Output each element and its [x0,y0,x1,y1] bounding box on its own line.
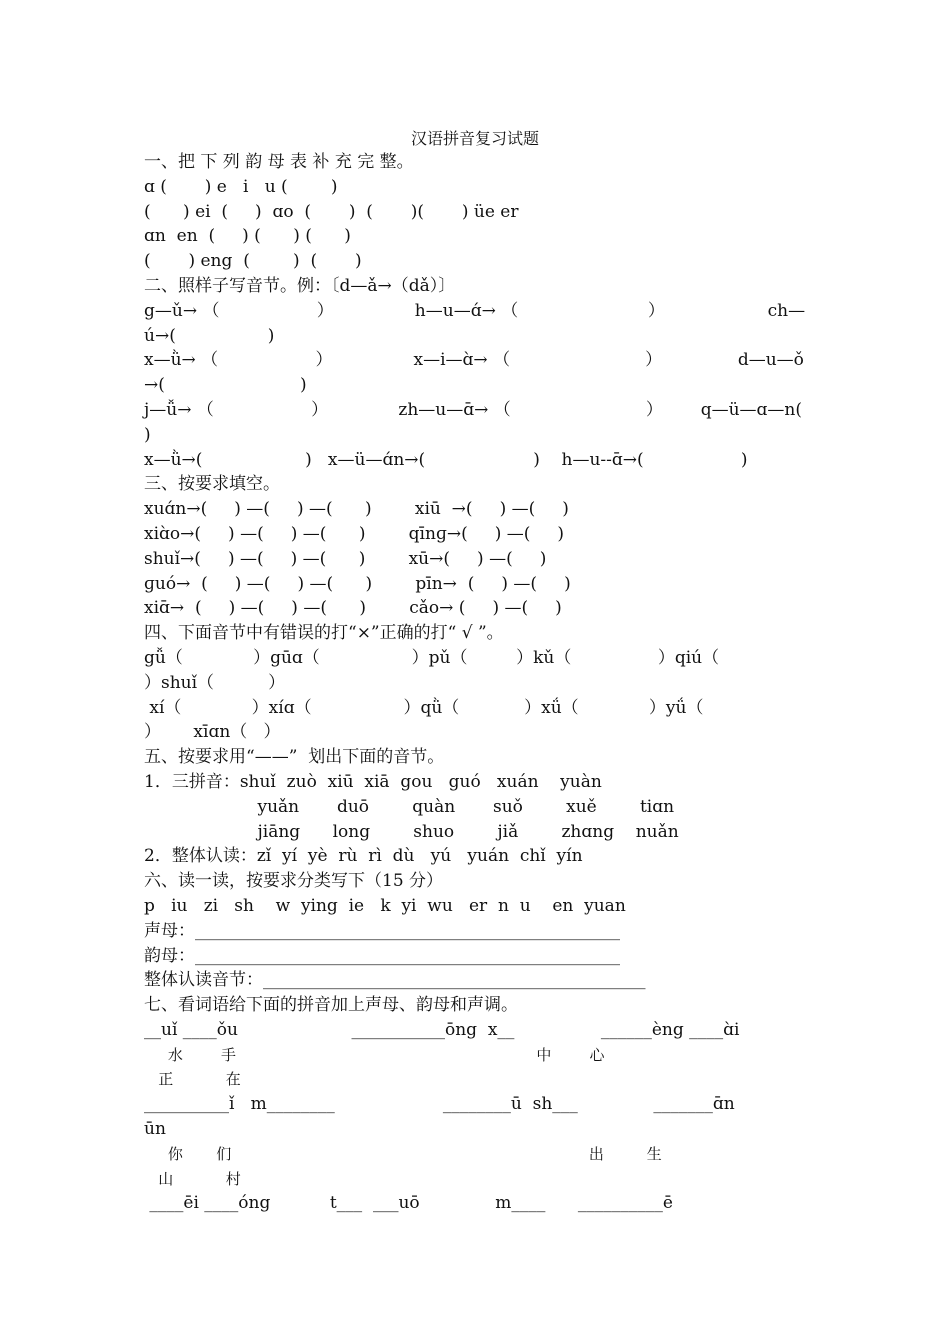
whole-syllable-row: 2．整体认读：zǐ yí yè rù rì dù yú yuán chǐ yín [144,846,583,867]
worksheet-title: 汉语拼音复习试题 [410,129,539,148]
split-row-3: shuǐ→( ) —( ) —( ) xū→( ) —( ) [144,548,547,569]
check-row-2: xí（ ）xíɑ（ ）qǜ（ ）xǘ（ ）yǘ（ ） xīɑn（ ） [144,697,796,743]
section-2-heading: 二、照样子写音节。例：〔d—ǎ→（dǎ）〕 [144,275,456,296]
syllable-row-4: x—ǜ→( ) x—ü—ɑ́n→( ) h—u--ɑ̄→( ) [144,449,748,470]
vowel-row-2: ( ) ei ( ) ɑo ( ) ( )( ) üe er [144,201,519,222]
split-row-4: ɡuó→ ( ) —( ) —( ) pīn→ ( ) —( ) [144,573,571,594]
syllable-row-1: g—ǔ→ （ ） h—u—ɑ́→ （ ） ch—ú→( ) [144,300,806,346]
vowel-row-1: ɑ ( ) e i u ( ) [144,176,338,197]
sort-source-row: p iu zi sh w ying ie k yi wu er n u en yuan [144,895,626,916]
word-row-2a: 你 们 出 生 [144,1144,662,1163]
section-5-heading: 五、按要求用“——” 划出下面的音节。 [144,747,445,768]
initials-answer-line: 声母：__________________________________________________ [144,920,620,941]
worksheet-body [144,150,878,1216]
pinyin-blank-row-3: ____ēi ____óng t___ ___uō m____ __________ē [144,1193,673,1214]
finals-answer-line: 韵母：__________________________________________________ [144,945,620,966]
check-row-1: gǚ（ ）gūɑ（ ）pǔ（ ）kǔ（ ）qiú（ ）shuǐ（ ） [144,647,806,693]
pinyin-blank-row-2: __________ǐ m________ ________ū sh___ _______ɑ̄n [144,1094,735,1115]
pinyin-blank-row-2-cont: ūn [144,1119,166,1140]
section-6-heading: 六、读一读，按要求分类写下（15 分） [144,871,444,892]
split-row-5: xiɑ̄→ ( ) —( ) —( ) cǎo→ ( ) —( ) [144,598,562,619]
vowel-row-4: ( ) eng ( ) ( ) [144,251,362,272]
section-4-heading: 四、下面音节中有错误的打“×”正确的打“ √ ”。 [144,623,504,644]
syllable-row-3: j—ǚ→ （ ） zh—u—ɑ̄→ （ ） q—ü—ɑ—n( ) [144,399,878,445]
vowel-row-3: ɑn en ( ) ( ) ( ) [144,226,351,247]
word-row-2b: 山 村 [144,1169,241,1188]
section-7-heading: 七、看词语给下面的拼音加上声母、韵母和声调。 [144,995,518,1016]
whole-syllables-answer-line: 整体认读音节：_____________________________________________ [144,970,646,991]
triphthong-row-2: yuǎn duō quàn suǒ xuě tiɑn [144,796,675,817]
word-row-1b: 正 在 [144,1070,241,1089]
triphthong-row-3: jiāng long shuo jiǎ zhɑng nuǎn [144,821,679,842]
section-1-heading: 一、把 下 列 韵 母 表 补 充 完 整。 [144,152,414,172]
split-row-1: xuɑ́n→( ) —( ) —( ) xiū →( ) —( ) [144,499,569,520]
split-row-2: xiɑ̀o→( ) —( ) —( ) qīnɡ→( ) —( ) [144,523,565,544]
section-3-heading: 三、按要求填空。 [144,474,280,495]
word-row-1a: 水 手 中 心 [144,1045,605,1064]
pinyin-blank-row-1: __uǐ ____ǒu ___________ōng x__ ______èng ____ɑ̀i [144,1019,740,1040]
syllable-row-2: x—ǜ→ （ ） x—i—ɑ̀→ （ ） d—u—ǒ→( ) [144,350,804,396]
triphthong-row-1: 1．三拼音：shuǐ zuò xiū xiā gou guó xuán yuàn [144,771,602,792]
